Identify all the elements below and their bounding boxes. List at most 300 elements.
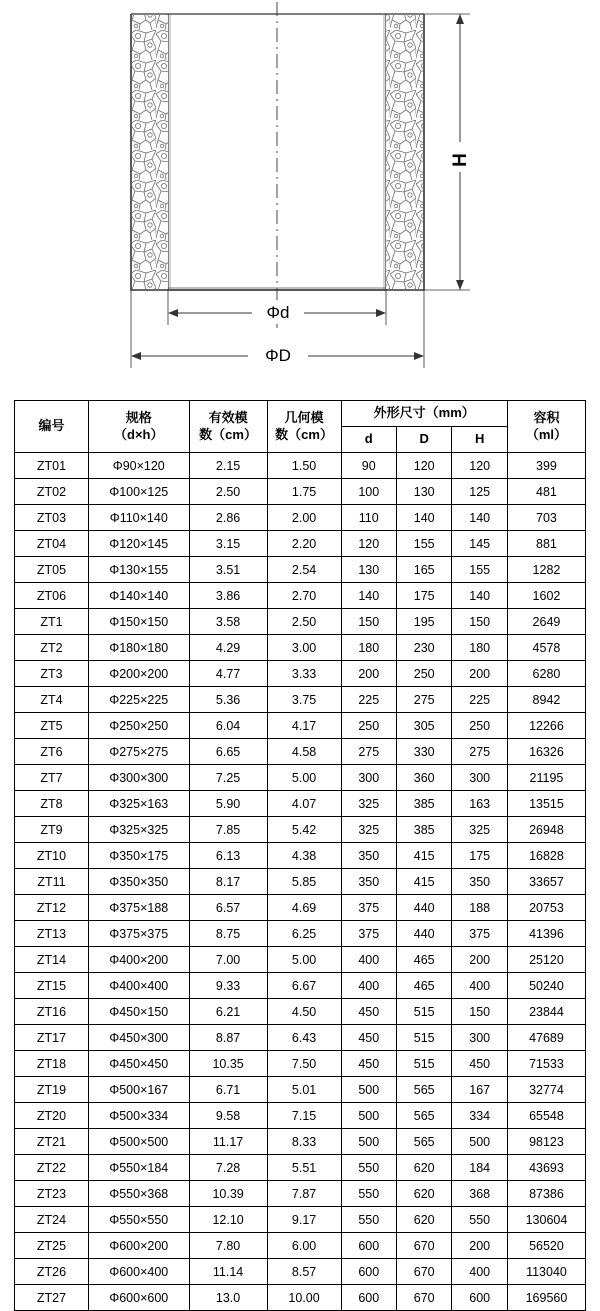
cell-volume: 703: [507, 505, 585, 531]
cell-volume: 25120: [507, 947, 585, 973]
wall-left-hatch: [132, 15, 168, 289]
dim-d-label: Φd: [266, 303, 290, 322]
table-row: [15, 1181, 586, 1207]
cell-d: 350: [341, 843, 396, 869]
table-row: [15, 895, 586, 921]
table-row: [15, 1129, 586, 1155]
cell-D: 670: [396, 1233, 451, 1259]
cell-effective-modulus: 3.15: [189, 531, 267, 557]
cell-no: ZT25: [15, 1233, 89, 1259]
cell-geometric-modulus: 4.58: [267, 739, 341, 765]
cell-no: ZT10: [15, 843, 89, 869]
cell-effective-modulus: 12.10: [189, 1207, 267, 1233]
cell-H: 600: [452, 1285, 507, 1311]
cell-H: 368: [452, 1181, 507, 1207]
cell-spec: Φ90×120: [88, 453, 189, 479]
cell-no: ZT16: [15, 999, 89, 1025]
cell-spec: Φ375×188: [88, 895, 189, 921]
crucible-diagram: [0, 0, 600, 400]
cell-spec: Φ275×275: [88, 739, 189, 765]
th-geo-line1: 几何模: [284, 409, 324, 425]
cell-geometric-modulus: 5.01: [267, 1077, 341, 1103]
cell-H: 125: [452, 479, 507, 505]
table-row: [15, 1233, 586, 1259]
dim-H-label: H: [450, 153, 471, 167]
cell-H: 200: [452, 661, 507, 687]
cell-effective-modulus: 8.17: [189, 869, 267, 895]
table-row: [15, 609, 586, 635]
cell-no: ZT21: [15, 1129, 89, 1155]
th-eff-line1: 有效模: [208, 409, 248, 425]
cell-geometric-modulus: 2.00: [267, 505, 341, 531]
th-effective-modulus: [189, 401, 267, 453]
cell-effective-modulus: 3.58: [189, 609, 267, 635]
cell-d: 450: [341, 1025, 396, 1051]
cell-effective-modulus: 7.80: [189, 1233, 267, 1259]
cell-no: ZT01: [15, 453, 89, 479]
cell-volume: 399: [507, 453, 585, 479]
cell-H: 400: [452, 973, 507, 999]
cell-geometric-modulus: 8.57: [267, 1259, 341, 1285]
cell-geometric-modulus: 4.69: [267, 895, 341, 921]
cell-volume: 26948: [507, 817, 585, 843]
spec-table: [14, 400, 586, 1311]
table-row: [15, 869, 586, 895]
cell-spec: Φ450×300: [88, 1025, 189, 1051]
cell-H: 450: [452, 1051, 507, 1077]
cell-H: 334: [452, 1103, 507, 1129]
cell-no: ZT02: [15, 479, 89, 505]
cell-H: 167: [452, 1077, 507, 1103]
cell-H: 550: [452, 1207, 507, 1233]
cell-volume: 71533: [507, 1051, 585, 1077]
cell-volume: 56520: [507, 1233, 585, 1259]
cell-H: 350: [452, 869, 507, 895]
cell-no: ZT23: [15, 1181, 89, 1207]
cell-effective-modulus: 5.36: [189, 687, 267, 713]
table-row: [15, 973, 586, 999]
cell-D: 230: [396, 635, 451, 661]
cell-D: 155: [396, 531, 451, 557]
cell-D: 465: [396, 947, 451, 973]
cell-geometric-modulus: 6.25: [267, 921, 341, 947]
cell-spec: Φ325×325: [88, 817, 189, 843]
cell-spec: Φ400×200: [88, 947, 189, 973]
cell-volume: 1282: [507, 557, 585, 583]
cell-d: 150: [341, 609, 396, 635]
cell-d: 450: [341, 1051, 396, 1077]
cell-d: 550: [341, 1207, 396, 1233]
cell-H: 188: [452, 895, 507, 921]
cell-d: 180: [341, 635, 396, 661]
cell-H: 300: [452, 765, 507, 791]
cell-D: 385: [396, 817, 451, 843]
cell-no: ZT4: [15, 687, 89, 713]
cell-geometric-modulus: 6.00: [267, 1233, 341, 1259]
table-header: [15, 401, 586, 453]
table-row: [15, 791, 586, 817]
cell-d: 140: [341, 583, 396, 609]
cell-d: 450: [341, 999, 396, 1025]
cell-H: 184: [452, 1155, 507, 1181]
cell-effective-modulus: 2.15: [189, 453, 267, 479]
cell-geometric-modulus: 4.07: [267, 791, 341, 817]
cell-D: 330: [396, 739, 451, 765]
cell-geometric-modulus: 4.50: [267, 999, 341, 1025]
cell-geometric-modulus: 1.50: [267, 453, 341, 479]
cell-spec: Φ150×150: [88, 609, 189, 635]
cell-no: ZT6: [15, 739, 89, 765]
cell-D: 140: [396, 505, 451, 531]
cell-volume: 33657: [507, 869, 585, 895]
cell-D: 440: [396, 921, 451, 947]
cell-D: 385: [396, 791, 451, 817]
cell-geometric-modulus: 5.00: [267, 765, 341, 791]
cell-geometric-modulus: 8.33: [267, 1129, 341, 1155]
cell-d: 250: [341, 713, 396, 739]
cell-volume: 481: [507, 479, 585, 505]
cell-spec: Φ200×200: [88, 661, 189, 687]
cell-geometric-modulus: 2.20: [267, 531, 341, 557]
cell-H: 120: [452, 453, 507, 479]
cell-geometric-modulus: 1.75: [267, 479, 341, 505]
cell-effective-modulus: 5.90: [189, 791, 267, 817]
cell-effective-modulus: 3.86: [189, 583, 267, 609]
cell-geometric-modulus: 5.85: [267, 869, 341, 895]
cell-volume: 169560: [507, 1285, 585, 1311]
cell-H: 225: [452, 687, 507, 713]
cell-no: ZT14: [15, 947, 89, 973]
th-spec: [88, 401, 189, 453]
cell-D: 515: [396, 1051, 451, 1077]
cell-no: ZT20: [15, 1103, 89, 1129]
cell-effective-modulus: 10.39: [189, 1181, 267, 1207]
cell-volume: 98123: [507, 1129, 585, 1155]
cell-H: 200: [452, 947, 507, 973]
table-row: [15, 843, 586, 869]
cell-geometric-modulus: 2.70: [267, 583, 341, 609]
cell-d: 100: [341, 479, 396, 505]
cell-volume: 65548: [507, 1103, 585, 1129]
cell-volume: 41396: [507, 921, 585, 947]
cell-d: 225: [341, 687, 396, 713]
cell-H: 140: [452, 583, 507, 609]
cell-volume: 881: [507, 531, 585, 557]
cell-effective-modulus: 6.04: [189, 713, 267, 739]
th-outer-dimensions: 外形尺寸（mm）: [341, 401, 507, 427]
cell-volume: 50240: [507, 973, 585, 999]
table-row: [15, 1155, 586, 1181]
cell-geometric-modulus: 7.15: [267, 1103, 341, 1129]
cell-no: ZT05: [15, 557, 89, 583]
cell-d: 500: [341, 1077, 396, 1103]
th-volume: [507, 401, 585, 453]
table-row: [15, 1207, 586, 1233]
cell-effective-modulus: 4.77: [189, 661, 267, 687]
cell-no: ZT7: [15, 765, 89, 791]
cell-no: ZT1: [15, 609, 89, 635]
cell-volume: 6280: [507, 661, 585, 687]
cell-d: 550: [341, 1155, 396, 1181]
cell-D: 275: [396, 687, 451, 713]
th-geometric-modulus: [267, 401, 341, 453]
cell-volume: 87386: [507, 1181, 585, 1207]
table-row: [15, 1077, 586, 1103]
cell-no: ZT24: [15, 1207, 89, 1233]
cell-spec: Φ550×550: [88, 1207, 189, 1233]
dim-D-label: ΦD: [265, 346, 291, 365]
table-row: [15, 999, 586, 1025]
table-row: [15, 921, 586, 947]
cell-d: 350: [341, 869, 396, 895]
cell-no: ZT17: [15, 1025, 89, 1051]
table-row: [15, 713, 586, 739]
th-spec-line2: （d×h）: [114, 426, 164, 442]
cell-effective-modulus: 2.50: [189, 479, 267, 505]
cell-spec: Φ110×140: [88, 505, 189, 531]
cell-geometric-modulus: 10.00: [267, 1285, 341, 1311]
cell-no: ZT12: [15, 895, 89, 921]
table-row: [15, 557, 586, 583]
cell-effective-modulus: 9.33: [189, 973, 267, 999]
cell-volume: 12266: [507, 713, 585, 739]
th-no: 编号: [15, 401, 89, 453]
cell-no: ZT13: [15, 921, 89, 947]
cell-effective-modulus: 6.71: [189, 1077, 267, 1103]
cell-H: 250: [452, 713, 507, 739]
cell-no: ZT3: [15, 661, 89, 687]
cell-volume: 8942: [507, 687, 585, 713]
cell-no: ZT11: [15, 869, 89, 895]
cell-d: 120: [341, 531, 396, 557]
cell-geometric-modulus: 2.50: [267, 609, 341, 635]
cell-effective-modulus: 6.21: [189, 999, 267, 1025]
th-dim-H: H: [452, 427, 507, 453]
cell-H: 180: [452, 635, 507, 661]
cell-effective-modulus: 6.13: [189, 843, 267, 869]
cell-volume: 47689: [507, 1025, 585, 1051]
table-row: [15, 531, 586, 557]
cell-D: 565: [396, 1129, 451, 1155]
cell-volume: 1602: [507, 583, 585, 609]
cell-geometric-modulus: 9.17: [267, 1207, 341, 1233]
cell-H: 400: [452, 1259, 507, 1285]
header-row-1: [15, 401, 586, 427]
cell-D: 620: [396, 1207, 451, 1233]
cell-d: 600: [341, 1285, 396, 1311]
cell-geometric-modulus: 3.75: [267, 687, 341, 713]
cell-D: 130: [396, 479, 451, 505]
table-row: [15, 1025, 586, 1051]
cell-no: ZT03: [15, 505, 89, 531]
cell-effective-modulus: 10.35: [189, 1051, 267, 1077]
cell-volume: 23844: [507, 999, 585, 1025]
cell-d: 400: [341, 973, 396, 999]
cell-spec: Φ600×400: [88, 1259, 189, 1285]
cell-d: 500: [341, 1103, 396, 1129]
cell-effective-modulus: 13.0: [189, 1285, 267, 1311]
cell-effective-modulus: 7.28: [189, 1155, 267, 1181]
th-vol-line1: 容积: [533, 409, 560, 425]
table-row: [15, 739, 586, 765]
cell-volume: 130604: [507, 1207, 585, 1233]
cell-geometric-modulus: 4.17: [267, 713, 341, 739]
cell-D: 565: [396, 1103, 451, 1129]
cell-spec: Φ600×600: [88, 1285, 189, 1311]
table-row: [15, 1051, 586, 1077]
table-row: [15, 947, 586, 973]
cell-D: 415: [396, 869, 451, 895]
table-row: [15, 661, 586, 687]
cell-geometric-modulus: 5.42: [267, 817, 341, 843]
cell-D: 195: [396, 609, 451, 635]
cell-d: 300: [341, 765, 396, 791]
cell-spec: Φ300×300: [88, 765, 189, 791]
cell-effective-modulus: 8.87: [189, 1025, 267, 1051]
cell-volume: 113040: [507, 1259, 585, 1285]
cell-D: 620: [396, 1181, 451, 1207]
cell-D: 165: [396, 557, 451, 583]
cell-D: 120: [396, 453, 451, 479]
cell-spec: Φ180×180: [88, 635, 189, 661]
cell-no: ZT04: [15, 531, 89, 557]
cell-geometric-modulus: 6.43: [267, 1025, 341, 1051]
cell-no: ZT15: [15, 973, 89, 999]
cell-D: 670: [396, 1259, 451, 1285]
cell-H: 145: [452, 531, 507, 557]
cell-H: 275: [452, 739, 507, 765]
cell-spec: Φ250×250: [88, 713, 189, 739]
cell-spec: Φ100×125: [88, 479, 189, 505]
cell-H: 200: [452, 1233, 507, 1259]
cell-d: 110: [341, 505, 396, 531]
cell-H: 140: [452, 505, 507, 531]
table-row: [15, 479, 586, 505]
cell-geometric-modulus: 4.38: [267, 843, 341, 869]
cell-effective-modulus: 7.25: [189, 765, 267, 791]
table-row: [15, 505, 586, 531]
cell-d: 325: [341, 817, 396, 843]
cell-spec: Φ450×150: [88, 999, 189, 1025]
table-row: [15, 1285, 586, 1311]
cell-volume: 2649: [507, 609, 585, 635]
cell-volume: 4578: [507, 635, 585, 661]
cell-effective-modulus: 7.85: [189, 817, 267, 843]
table-row: [15, 1259, 586, 1285]
cell-spec: Φ550×368: [88, 1181, 189, 1207]
cell-effective-modulus: 4.29: [189, 635, 267, 661]
cell-geometric-modulus: 3.33: [267, 661, 341, 687]
cell-D: 175: [396, 583, 451, 609]
th-dim-d: d: [341, 427, 396, 453]
cell-geometric-modulus: 5.51: [267, 1155, 341, 1181]
cell-geometric-modulus: 7.50: [267, 1051, 341, 1077]
cell-d: 275: [341, 739, 396, 765]
cell-no: ZT8: [15, 791, 89, 817]
table-row: [15, 635, 586, 661]
cell-spec: Φ500×334: [88, 1103, 189, 1129]
cell-d: 90: [341, 453, 396, 479]
cell-volume: 16326: [507, 739, 585, 765]
cell-d: 130: [341, 557, 396, 583]
cell-geometric-modulus: 3.00: [267, 635, 341, 661]
table-row: [15, 1103, 586, 1129]
cell-spec: Φ450×450: [88, 1051, 189, 1077]
table-body: [15, 453, 586, 1311]
cell-d: 200: [341, 661, 396, 687]
th-spec-line1: 规格: [125, 409, 152, 425]
cell-H: 375: [452, 921, 507, 947]
cell-geometric-modulus: 7.87: [267, 1181, 341, 1207]
cell-spec: Φ120×145: [88, 531, 189, 557]
cell-effective-modulus: 6.57: [189, 895, 267, 921]
th-dim-D: D: [396, 427, 451, 453]
cell-D: 565: [396, 1077, 451, 1103]
cell-d: 375: [341, 921, 396, 947]
cell-volume: 21195: [507, 765, 585, 791]
table-row: [15, 687, 586, 713]
cell-D: 360: [396, 765, 451, 791]
cell-spec: Φ140×140: [88, 583, 189, 609]
cell-spec: Φ400×400: [88, 973, 189, 999]
cell-no: ZT19: [15, 1077, 89, 1103]
cell-D: 440: [396, 895, 451, 921]
cell-no: ZT2: [15, 635, 89, 661]
cell-spec: Φ350×350: [88, 869, 189, 895]
cell-spec: Φ225×225: [88, 687, 189, 713]
cell-geometric-modulus: 2.54: [267, 557, 341, 583]
cell-no: ZT22: [15, 1155, 89, 1181]
cell-D: 305: [396, 713, 451, 739]
cell-no: ZT06: [15, 583, 89, 609]
cell-effective-modulus: 9.58: [189, 1103, 267, 1129]
cell-d: 325: [341, 791, 396, 817]
cell-D: 670: [396, 1285, 451, 1311]
cell-no: ZT9: [15, 817, 89, 843]
table-row: [15, 765, 586, 791]
cell-volume: 16828: [507, 843, 585, 869]
cell-effective-modulus: 3.51: [189, 557, 267, 583]
cell-no: ZT27: [15, 1285, 89, 1311]
cell-effective-modulus: 11.17: [189, 1129, 267, 1155]
cell-spec: Φ500×500: [88, 1129, 189, 1155]
cell-effective-modulus: 8.75: [189, 921, 267, 947]
cell-spec: Φ375×375: [88, 921, 189, 947]
th-eff-line2: 数（cm）: [199, 426, 257, 442]
cell-d: 600: [341, 1233, 396, 1259]
cell-no: ZT18: [15, 1051, 89, 1077]
cell-spec: Φ325×163: [88, 791, 189, 817]
wall-right-hatch: [386, 15, 423, 289]
cell-geometric-modulus: 5.00: [267, 947, 341, 973]
cell-no: ZT5: [15, 713, 89, 739]
spec-table-wrap: [0, 400, 600, 1311]
table-row: [15, 453, 586, 479]
th-geo-line2: 数（cm）: [275, 426, 333, 442]
cell-volume: 13515: [507, 791, 585, 817]
cell-spec: Φ130×155: [88, 557, 189, 583]
cell-D: 515: [396, 1025, 451, 1051]
cell-D: 250: [396, 661, 451, 687]
cell-volume: 32774: [507, 1077, 585, 1103]
cell-D: 465: [396, 973, 451, 999]
cell-H: 500: [452, 1129, 507, 1155]
cell-H: 155: [452, 557, 507, 583]
cell-d: 400: [341, 947, 396, 973]
cell-D: 515: [396, 999, 451, 1025]
table-row: [15, 817, 586, 843]
cell-effective-modulus: 6.65: [189, 739, 267, 765]
